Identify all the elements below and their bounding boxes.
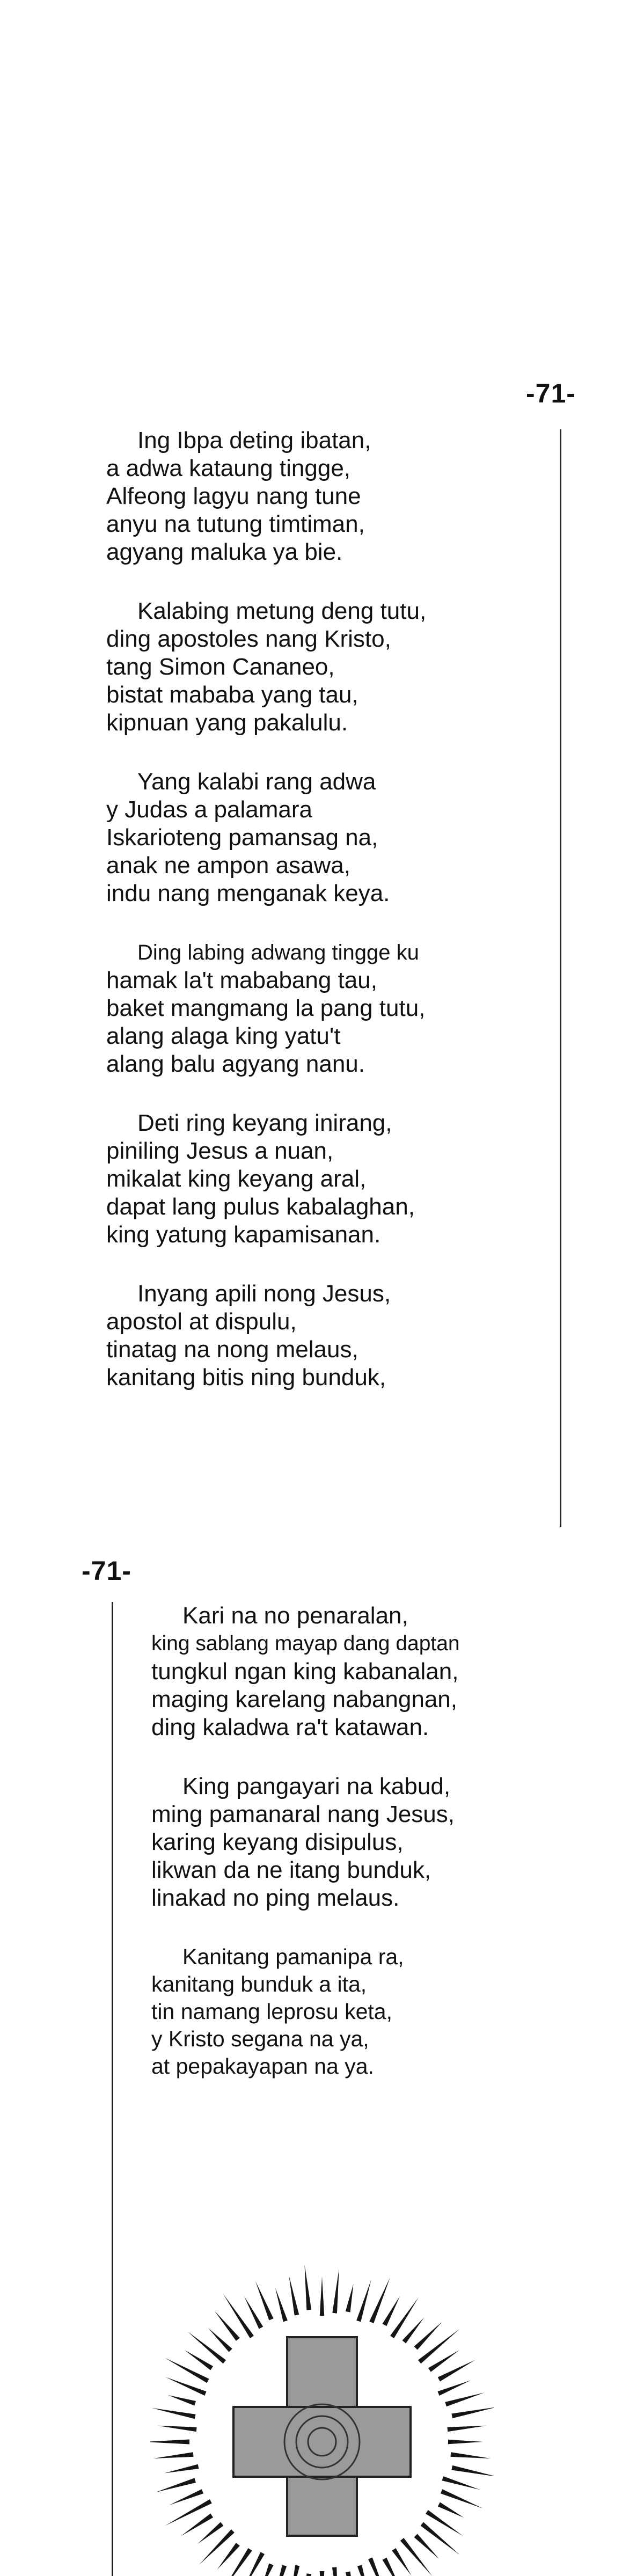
sunburst-ray (390, 2297, 419, 2338)
sunburst-ray (438, 2360, 475, 2381)
verse-line: King pangayari na kabud, (182, 1773, 451, 1799)
stanza (151, 1943, 613, 2080)
verse-line: indu nang menganak keya. (106, 880, 390, 906)
verse-line: karing keyang disipulus, (151, 1829, 404, 1855)
sunburst-ray (392, 2548, 411, 2575)
sunburst-ray (153, 2452, 194, 2458)
verse-line: ding apostoles nang Kristo, (106, 626, 391, 652)
sunburst-ray (437, 2380, 471, 2396)
verse-line: mikalat king keyang aral, (106, 1166, 367, 1192)
verse-line: alang balu agyang nanu. (106, 1051, 365, 1077)
sunburst-ray (320, 2571, 325, 2576)
verse-line: piniling Jesus a nuan, (106, 1138, 334, 1164)
verse-line: at pepakayapan na ya. (151, 2054, 374, 2079)
verse-line: Yang kalabi rang adwa (137, 769, 376, 795)
page-number-top: -71- (526, 378, 576, 408)
sunburst-ray (448, 2440, 483, 2444)
sunburst-ray (168, 2395, 196, 2406)
page-number-bottom: -71- (82, 1556, 131, 1586)
sunburst-ray (382, 2296, 400, 2326)
sunburst-ray (156, 2478, 196, 2492)
verse-line: king yatung kapamisanan. (106, 1221, 381, 1248)
sunburst-ray (150, 2440, 189, 2445)
verse-line: Deti ring keyang inirang, (137, 1110, 392, 1136)
sunburst-ray (188, 2331, 226, 2363)
sunburst-ray (418, 2329, 460, 2363)
verse-line: Kanitang pamanipa ra, (182, 1944, 404, 1969)
sunburst-ray (400, 2538, 433, 2576)
column-divider-top (560, 429, 561, 1527)
sunburst-ray (450, 2452, 491, 2458)
sunburst-ray (332, 2269, 339, 2314)
verse-line: apostol at dispulu, (106, 1308, 297, 1335)
sunburst-ray (181, 2514, 213, 2536)
verse-line: Ing Ibpa deting ibatan, (137, 427, 371, 453)
sunburst-ray (255, 2281, 274, 2321)
sunburst-ray (402, 2317, 425, 2343)
verse-line: anak ne ampon asawa, (106, 852, 350, 879)
verse-line: ding kaladwa ra't katawan. (151, 1714, 429, 1740)
verse-line: Kalabing metung deng tutu, (137, 598, 427, 624)
sunburst-ray (223, 2294, 254, 2338)
sunburst-ray (304, 2573, 311, 2576)
poem-column-bottom (151, 1602, 613, 2111)
verse-line: anyu na tutung timtiman, (106, 511, 365, 537)
sunburst-ray (332, 2567, 338, 2576)
sunburst-ray (223, 2548, 252, 2576)
sunburst-ray (290, 2565, 299, 2576)
sunburst-ray (346, 2284, 354, 2312)
sunburst-ray (421, 2522, 460, 2555)
verse-line: tin namang leprosu keta, (151, 1999, 392, 2024)
verse-line: y Kristo segana na ya, (151, 2026, 369, 2051)
sunburst-ray (442, 2476, 480, 2490)
verse-line: tungkul ngan king kabanalan, (151, 1658, 459, 1685)
sunburst-ray (275, 2288, 288, 2322)
stanza (106, 768, 546, 908)
sunburst-ray (320, 2277, 324, 2316)
verse-line: likwan da ne itang bunduk, (151, 1857, 431, 1883)
verse-line: a adwa kataung tingge, (106, 455, 351, 481)
sunburst-ray (217, 2543, 240, 2570)
verse-line: Inyang apili nong Jesus, (137, 1280, 391, 1307)
verse-line: king sablang mayap dang daptan (151, 1632, 460, 1655)
sunburst-ray (451, 2407, 494, 2418)
sunburst-cross-icon (150, 2233, 494, 2576)
sunburst-ray (272, 2565, 287, 2576)
sunburst-ray (346, 2571, 356, 2576)
verse-line: Iskarioteng pamansag na, (106, 824, 378, 851)
sunburst-ray (208, 2328, 232, 2352)
sunburst-ray (169, 2489, 203, 2505)
sunburst-ray (438, 2502, 464, 2518)
sunburst-ray (199, 2529, 235, 2565)
verse-line: alang alaga king yatu't (106, 1023, 341, 1049)
sunburst-ray (151, 2408, 195, 2419)
verse-line: hamak la't mababang tau, (106, 967, 377, 993)
sunburst-ray (441, 2489, 482, 2508)
sunburst-ray (304, 2265, 311, 2310)
sunburst-ray (215, 2311, 240, 2341)
verse-line: kanitang bunduk a ita, (151, 1972, 367, 1996)
verse-line: tinatag na nong melaus, (106, 1336, 358, 1363)
sunburst-ray (289, 2275, 299, 2315)
verse-line: maging karelang nabangnan, (151, 1686, 458, 1713)
sunburst-ray (356, 2280, 371, 2322)
sunburst-ray (164, 2464, 199, 2473)
stanza (106, 1109, 546, 1249)
verse-line: tang Simon Cananeo, (106, 654, 335, 680)
verse-line: agyang maluka ya bie. (106, 539, 343, 565)
sunburst-ray (447, 2426, 486, 2432)
sunburst-ray (157, 2426, 196, 2432)
sunburst-ray (382, 2558, 401, 2576)
sunburst-ray (445, 2392, 484, 2406)
column-divider-bottom (112, 1602, 113, 2576)
sunburst-ray (185, 2350, 213, 2370)
verse-line: kanitang bitis ning bunduk, (106, 1364, 386, 1391)
sunburst-ray (428, 2350, 459, 2372)
stanza (106, 939, 546, 1078)
verse-line: dapat lang pulus kabalaghan, (106, 1194, 415, 1220)
sunburst-ray (357, 2565, 370, 2576)
stanza (106, 427, 546, 566)
verse-line: Ding labing adwang tingge ku (137, 941, 419, 964)
sunburst-ray (369, 2277, 390, 2323)
verse-line: Kari na no penaralan, (182, 1602, 408, 1629)
stanza (151, 1773, 613, 1912)
poem-column-top (106, 427, 546, 1423)
stanza (151, 1602, 613, 1741)
sunburst-ray (414, 2534, 438, 2558)
sunburst-ray (451, 2465, 494, 2477)
verse-line: bistat mababa yang tau, (106, 682, 358, 708)
stanza (106, 1280, 546, 1392)
verse-line: linakad no ping melaus. (151, 1885, 400, 1911)
verse-line: Alfeong lagyu nang tune (106, 483, 361, 509)
stanza (106, 597, 546, 737)
sunburst-ray (244, 2296, 263, 2329)
verse-line: baket mangmang la pang tutu, (106, 995, 426, 1021)
sunburst-ray (165, 2377, 206, 2396)
verse-line: ming pamanaral nang Jesus, (151, 1801, 455, 1827)
verse-line: kipnuan yang pakalulu. (106, 709, 348, 736)
verse-line: y Judas a palamara (106, 796, 312, 823)
sunburst-ray (197, 2522, 223, 2544)
cross-icon (233, 2337, 411, 2536)
sunburst-ray (260, 2563, 273, 2576)
